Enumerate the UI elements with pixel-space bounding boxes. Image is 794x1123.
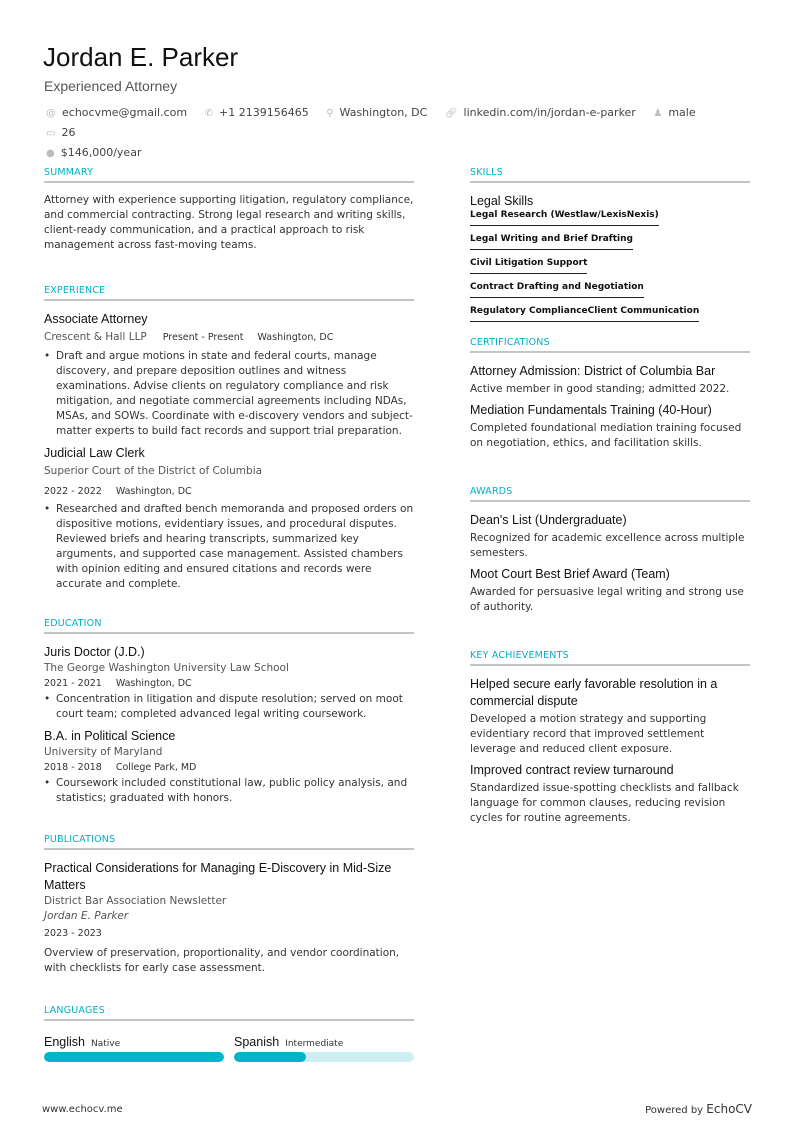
- publication-title: Practical Considerations for Managing E-Discovery in Mid-Size Matters: [44, 861, 392, 892]
- candidate-name: Jordan E. Parker: [43, 42, 239, 72]
- gender: male: [668, 106, 696, 119]
- achievement-text: Standardized issue-spotting checklists and fallback language for common clauses, reducing revision cycles for routine agreements.: [470, 782, 739, 824]
- job-location: Washington, DC: [257, 332, 334, 343]
- section-heading: SUMMARY: [44, 167, 414, 183]
- powered-label: Powered by: [645, 1105, 704, 1116]
- job-title: Associate Attorney: [44, 312, 148, 326]
- calendar-icon: ▭: [46, 128, 56, 139]
- summary-section: [44, 167, 414, 253]
- cert-title: Mediation Fundamentals Training (40-Hour): [470, 403, 712, 417]
- edu-description: • Concentration in litigation and dispute resolution; served on moot court team; completed advanced legal writing coursework.: [44, 692, 414, 722]
- proficiency-fill: [44, 1052, 224, 1062]
- link-icon: 🔗︎: [444, 108, 458, 119]
- salary: $146,000/year: [60, 146, 142, 159]
- cert-text: Active member in good standing; admitted 2022.: [470, 383, 730, 395]
- languages-section: [44, 1005, 414, 1062]
- experience-item: [44, 311, 414, 439]
- section-heading: SKILLS: [470, 167, 750, 183]
- skills-section: [470, 167, 750, 330]
- job-meta: [44, 330, 414, 346]
- achievement-text: Developed a motion strategy and supporting evidentiary record that improved settlement leverage and reduced client exposure.: [470, 713, 707, 755]
- section-heading: KEY ACHIEVEMENTS: [470, 650, 750, 666]
- education-item: [44, 644, 414, 722]
- brand-logo[interactable]: EchoCV: [706, 1102, 752, 1116]
- skill-tag: Contract Drafting and Negotiation: [470, 282, 644, 298]
- dates: Present - Present: [162, 332, 244, 343]
- publication-description: Overview of preservation, proportionality, and vendor coordination, with checklists for early case assessment.: [44, 947, 400, 974]
- cert-title: Attorney Admission: District of Columbia Bar: [470, 364, 716, 378]
- linkedin-link[interactable]: linkedin.com/in/jordan-e-parker: [463, 106, 636, 119]
- degree: B.A. in Political Science: [44, 729, 176, 743]
- proficiency-bar: [234, 1052, 414, 1062]
- language-name: English: [44, 1035, 85, 1049]
- edu-meta: [44, 760, 414, 776]
- job-description: • Researched and drafted bench memoranda and proposed orders on dispositive motions, evidentiary issues, and procedural disputes. Reviewed briefs and hearing transcripts, summarized key arguments, and supported case management. Assisted chambers with opinion editing and ensured citations and records were accurate and complete.: [44, 502, 414, 592]
- dates: 2022 - 2022: [44, 486, 102, 497]
- language-level: Native: [91, 1039, 121, 1049]
- language-item: [44, 1031, 224, 1062]
- dates: 2021 - 2021: [44, 678, 102, 689]
- section-heading: LANGUAGES: [44, 1005, 414, 1021]
- candidate-title: Experienced Attorney: [44, 78, 178, 94]
- cert-text: Completed foundational mediation training focused on negotiation, ethics, and facilitation skills.: [470, 422, 742, 449]
- location-icon: ⚲: [326, 108, 334, 119]
- awards-section: [470, 486, 750, 615]
- phone[interactable]: +1 2139156465: [219, 106, 309, 119]
- skill-tag: Regulatory Compliance: [470, 306, 588, 322]
- certifications-section: [470, 337, 750, 451]
- dates: 2018 - 2018: [44, 762, 102, 773]
- edu-location: Washington, DC: [115, 678, 192, 689]
- job-location: Washington, DC: [115, 486, 192, 497]
- powered-by: [645, 1102, 752, 1116]
- edu-meta: [44, 676, 414, 692]
- author: Jordan E. Parker: [44, 910, 129, 922]
- language-item: [234, 1031, 414, 1062]
- achievement-title: Improved contract review turnaround: [470, 763, 674, 777]
- employer: Crescent & Hall LLP: [44, 331, 147, 343]
- experience-item: [44, 445, 414, 592]
- skill-tag: Legal Research (Westlaw/LexisNexis): [470, 210, 659, 226]
- skill-tag: Civil Litigation Support: [470, 258, 587, 274]
- job-meta: [44, 484, 414, 500]
- award-text: Awarded for persuasive legal writing and strong use of authority.: [470, 586, 744, 613]
- education-section: [44, 618, 414, 812]
- skill-group: Legal Skills: [470, 194, 534, 208]
- experience-section: [44, 285, 414, 598]
- skill-tag: Legal Writing and Brief Drafting: [470, 234, 633, 250]
- award-text: Recognized for academic excellence across multiple semesters.: [470, 532, 745, 559]
- proficiency-fill: [234, 1052, 306, 1062]
- footer-site-link[interactable]: www.echocv.me: [42, 1104, 123, 1115]
- location: Washington, DC: [339, 106, 428, 119]
- school: University of Maryland: [44, 746, 163, 758]
- publications-section: [44, 834, 414, 976]
- publisher: District Bar Association Newsletter: [44, 895, 227, 907]
- school: The George Washington University Law School: [44, 662, 289, 674]
- achievement-title: Helped secure early favorable resolution in a commercial dispute: [470, 677, 718, 708]
- award-title: Moot Court Best Brief Award (Team): [470, 567, 670, 581]
- job-description: • Draft and argue motions in state and federal courts, manage discovery, and prepare deposition outlines and witness examinations. Advise clients on regulatory compliance and risk mitigation, and negotiate commercial agreements including NDAs, MSAs, and SOWs. Coordinate with e-discovery vendors and subject-matter experts to build fact records and support trial preparation.: [44, 349, 414, 439]
- job-title: Judicial Law Clerk: [44, 446, 145, 460]
- section-heading: CERTIFICATIONS: [470, 337, 750, 353]
- section-heading: EDUCATION: [44, 618, 414, 634]
- email[interactable]: echocvme@gmail.com: [62, 106, 188, 119]
- age: 26: [61, 126, 76, 139]
- user-icon: ♟: [653, 108, 663, 119]
- dates: 2023 - 2023: [44, 928, 102, 939]
- employer: Superior Court of the District of Columbia: [44, 465, 263, 477]
- education-item: [44, 728, 414, 806]
- summary-text: Attorney with experience supporting litigation, regulatory compliance, and commercial contracting. Strong legal research and writing skills, client-ready communication, and a practical approach to risk management across fast-moving teams.: [44, 194, 414, 251]
- contact-info: [46, 103, 746, 163]
- section-heading: PUBLICATIONS: [44, 834, 414, 850]
- language-name: Spanish: [234, 1035, 280, 1049]
- award-title: Dean's List (Undergraduate): [470, 513, 627, 527]
- section-heading: AWARDS: [470, 486, 750, 502]
- degree: Juris Doctor (J.D.): [44, 645, 145, 659]
- skill-tag: Client Communication: [588, 306, 700, 322]
- language-level: Intermediate: [285, 1039, 344, 1049]
- section-heading: EXPERIENCE: [44, 285, 414, 301]
- achievements-section: [470, 650, 750, 826]
- phone-icon: ✆: [204, 108, 213, 119]
- edu-location: College Park, MD: [115, 762, 197, 773]
- at-icon: @: [46, 108, 56, 119]
- dollar-icon: ●: [46, 148, 55, 159]
- edu-description: • Coursework included constitutional law, public policy analysis, and statistics; graduated with honors.: [44, 776, 414, 806]
- proficiency-bar: [44, 1052, 224, 1062]
